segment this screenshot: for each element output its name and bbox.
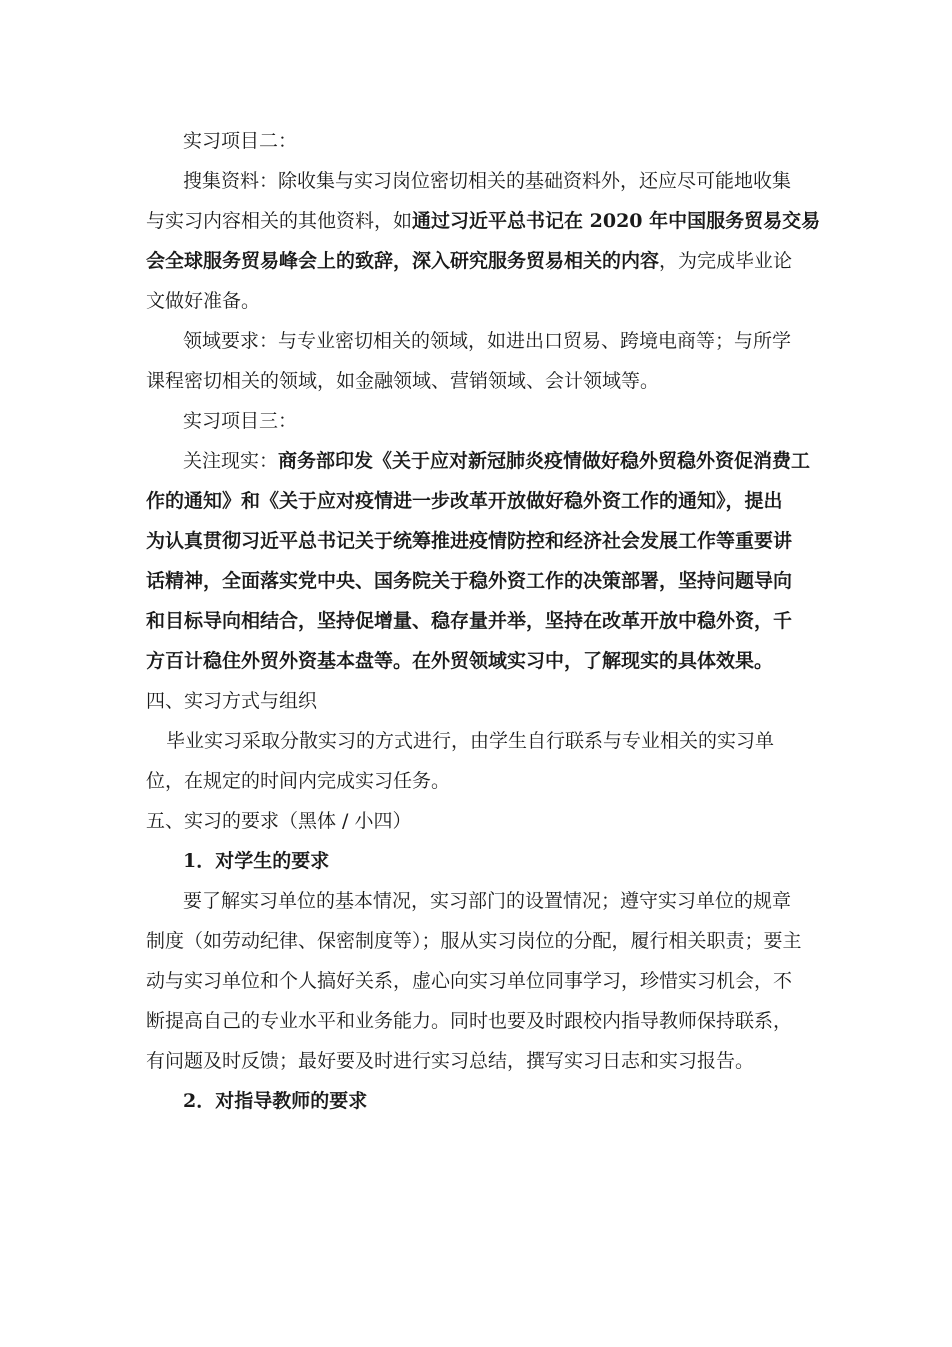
project2-collect-line4: 文做好准备。 [146, 290, 261, 312]
project3-line5: 和目标导向相结合，坚持促增量、稳存量并举，坚持在改革开放中稳外资，千 [146, 610, 793, 632]
project3-line4: 话精神，全面落实党中央、国务院关于稳外资工作的决策部署，坚持问题导向 [146, 570, 793, 592]
section4-line2: 位，在规定的时间内完成实习任务。 [146, 770, 451, 792]
project3-line6: 方百计稳住外贸外资基本盘等。在外贸领域实习中，了解现实的具体效果。 [146, 650, 774, 672]
project3-line2: 作的通知》和《关于应对疫情进一步改革开放做好稳外资工作的通知》，提出 [146, 490, 783, 512]
section5-sub1-line1: 要了解实习单位的基本情况，实习部门的设置情况；遵守实习单位的规章 [183, 890, 792, 912]
section5-sub2-heading: 2．对指导教师的要求 [183, 1090, 368, 1112]
project3-heading: 实习项目三： [183, 410, 298, 432]
project3-line1: 关注现实：商务部印发《关于应对新冠肺炎疫情做好稳外贸稳外资促消费工 [183, 450, 811, 472]
project3-line3: 为认真贯彻习近平总书记关于统筹推进疫情防控和经济社会发展工作等重要讲 [146, 530, 793, 552]
project2-heading: 实习项目二： [183, 130, 298, 152]
section4-line1: 毕业实习采取分散实习的方式进行，由学生自行联系与专业相关的实习单 [166, 730, 775, 752]
section5-heading: 五、实习的要求（黑体 / 小四） [146, 810, 412, 832]
section5-sub1-line3: 动与实习单位和个人搞好关系，虚心向实习单位同事学习，珍惜实习机会，不 [146, 970, 793, 992]
project2-collect-line3: 会全球服务贸易峰会上的致辞，深入研究服务贸易相关的内容，为完成毕业论 [146, 250, 793, 272]
project2-collect-line2: 与实习内容相关的其他资料，如通过习近平总书记在 2020 年中国服务贸易交易 [146, 210, 821, 232]
section5-sub1-line2: 制度（如劳动纪律、保密制度等）；服从实习岗位的分配，履行相关职责；要主 [146, 930, 802, 952]
project2-field-line1: 领域要求：与专业密切相关的领域，如进出口贸易、跨境电商等；与所学 [183, 330, 792, 352]
project2-field-line2: 课程密切相关的领域，如金融领域、营销领域、会计领域等。 [146, 370, 660, 392]
project2-collect-line1: 搜集资料：除收集与实习岗位密切相关的基础资料外，还应尽可能地收集 [183, 170, 792, 192]
section5-sub1-heading: 1．对学生的要求 [183, 850, 330, 872]
section4-heading: 四、实习方式与组织 [146, 690, 318, 712]
section5-sub1-line5: 有问题及时反馈；最好要及时进行实习总结，撰写实习日志和实习报告。 [146, 1050, 755, 1072]
section5-sub1-line4: 断提高自己的专业水平和业务能力。同时也要及时跟校内指导教师保持联系， [146, 1010, 793, 1032]
